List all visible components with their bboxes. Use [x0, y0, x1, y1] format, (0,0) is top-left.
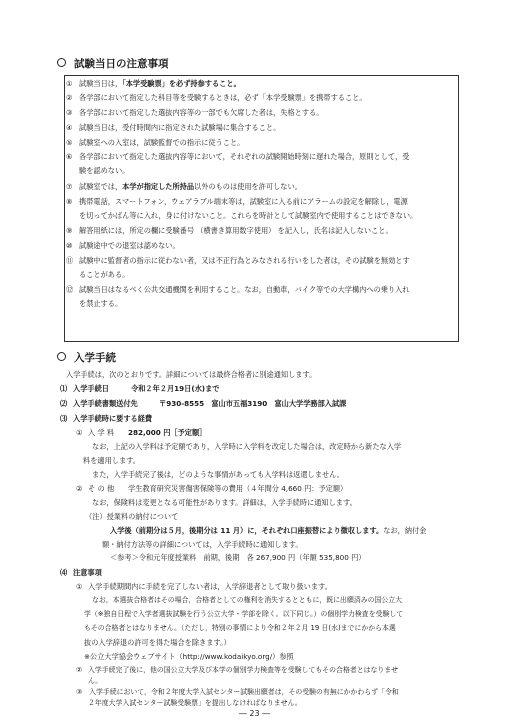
rule-11: ⑪ 試験中に監督者の指示に従わない者，又は不正行為とみなされる行いをした者は，その試験を無効とす [66, 256, 410, 265]
fee-admission-note1: なお，上記の入学料は予定額であり，入学時に入学料を改定した場合は，改定時から新たな入学 [92, 442, 402, 451]
rule-1: ① 試験当日は，「本学受験票」を必ず持参すること。 [66, 79, 241, 88]
page-number: ― 23 ― [238, 709, 271, 718]
fee-admission-note1-cont: 料を適用します。 [83, 456, 140, 465]
note2-b: ん。 [88, 677, 103, 685]
rule-12-cont: を禁止する。 [79, 299, 123, 308]
rule-9: ⑨ 解答用紙には，所定の欄に受験番号 （横書き算用数字使用） を記入し，氏名は記入しないこと。 [66, 226, 393, 235]
tuition-reference: ＜参考＞令和元年度授業料 前期，後期 各 267,900 円（年額 535,800 円） [110, 553, 366, 562]
rule-6-cont: 験を認めない。 [79, 166, 130, 175]
rule-8-cont: を切ってかばん等に入れ，身に付けないこと。これらを時計として試験室内で使用することはできない。 [79, 211, 418, 220]
rule-11-cont: ることがある。 [79, 270, 130, 279]
note1-e: 抜の入学辞退の許可を得た場合を除きます。） [84, 638, 231, 647]
rule-3: ③ 各学部において指定した選抜内容等の一部でも欠席した者は，失格とする。 [66, 108, 324, 117]
tuition-text-cont: 額・納付方法等の詳細については，入学手続時に通知します。 [102, 540, 303, 549]
note3-b: ２年度大学入試センター試験受験票」を提出しなければなりません。 [88, 699, 302, 707]
tuition-text: 入学後（前期分は５月，後期分は 11 月）に，それぞれ口座振替により徴収します。なお，納付金 [110, 526, 427, 535]
item1-row: ⑴ 入学手続日 令和２年２月19日(水)まで [60, 384, 220, 393]
section-title-enrollment: 入学手続 [57, 350, 116, 365]
fee-admission-row: ① 入 学 料 282,000 円［予定額］ [76, 428, 207, 437]
enrollment-intro: 入学手続は，次のとおりです。詳細については最終合格者に別途通知します。 [66, 370, 317, 379]
note1-d: もその合格者とはなりません。（ただし，特別の事情により令和２年２月 19 日(水)までにかから本選 [84, 624, 396, 632]
item4-heading: ⑷ 注意事項 [60, 568, 102, 577]
circle-bullet-icon [57, 352, 66, 361]
note1-b: なお，本選抜合格者はその場合，合格者としての権利を消失するとともに，既に出願済みの国公立大 [92, 596, 403, 604]
note1-a: ① 入学手続期間内に手続を完了しない者は，入学辞退者として取り扱います。 [76, 582, 332, 591]
rule-5: ⑤ 試験室への入室は，試験監督での指示に従うこと。 [66, 138, 245, 147]
tuition-title: （注）授業料の納付について [85, 512, 179, 521]
section-title-exam-day: 試験当日の注意事項 [57, 56, 169, 71]
note2-a: ② 入学手続完了後に，他の国公立大学及び本学の個別学力検査等を受験してもその合格者とはなりませ [76, 666, 399, 674]
fee-other-row: ② そ の 他 学生教育研究災害傷害保険等の費用（４年間分 4,660 円：予定額） [76, 484, 348, 493]
rule-7: ⑦ 試験室では，本学が指定した所持品以外のものは使用を許可しない。 [66, 182, 302, 191]
fee-other-note: なお，保険料は変更となる可能性があります。詳細は，入学手続時に通知します。 [92, 498, 357, 507]
rule-6: ⑥ 各学部において指定した選抜内容等において，それぞれの試験開始時刻に遅れた場合，原則として，受 [66, 152, 410, 161]
circle-bullet-icon [57, 58, 66, 67]
rule-10: ⑩ 試験途中での退室は認めない。 [66, 241, 180, 250]
note1-c: 学（※独自日程で入学者選抜試験を行う公立大学・学部を除く。以下同じ。）の個別学力検査を受験して [84, 610, 404, 618]
rule-12: ⑫ 試験当日はなるべく公共交通機関を利用すること。なお，自動車，バイク等での大学構内への乗り入れ [66, 285, 410, 294]
item2-row: ⑵ 入学手続書類送付先 〒930-8555 富山市五福3190 富山大学学務部入試課 [60, 399, 347, 408]
fee-admission-note2: また，入学手続完了後は，どのような事情があっても入学料は返還しません。 [92, 470, 344, 479]
note3-a: ③ 入学手続において，令和２年度大学入試センター試験出願者は，その受験の有無にかかわらず「令和 [76, 688, 399, 696]
rule-8: ⑧ 携帯電話，スマートフォン，ウェアラブル端末等は，試験室に入る前にアラームの設定を解除し，電源 [66, 197, 408, 206]
rule-4: ④ 試験当日は，受付時間内に指定された試験場に集合すること。 [66, 123, 281, 132]
rule-2: ② 各学部において指定した科目等を受験するときは，必ず「本学受験票」を携帯すること。 [66, 93, 367, 102]
note1-f: ※公立大学協会ウェブサイト（http://www.kodaikyo.org/）参照 [84, 652, 294, 661]
item3-heading: ⑶ 入学手続時に要する経費 [60, 414, 153, 423]
